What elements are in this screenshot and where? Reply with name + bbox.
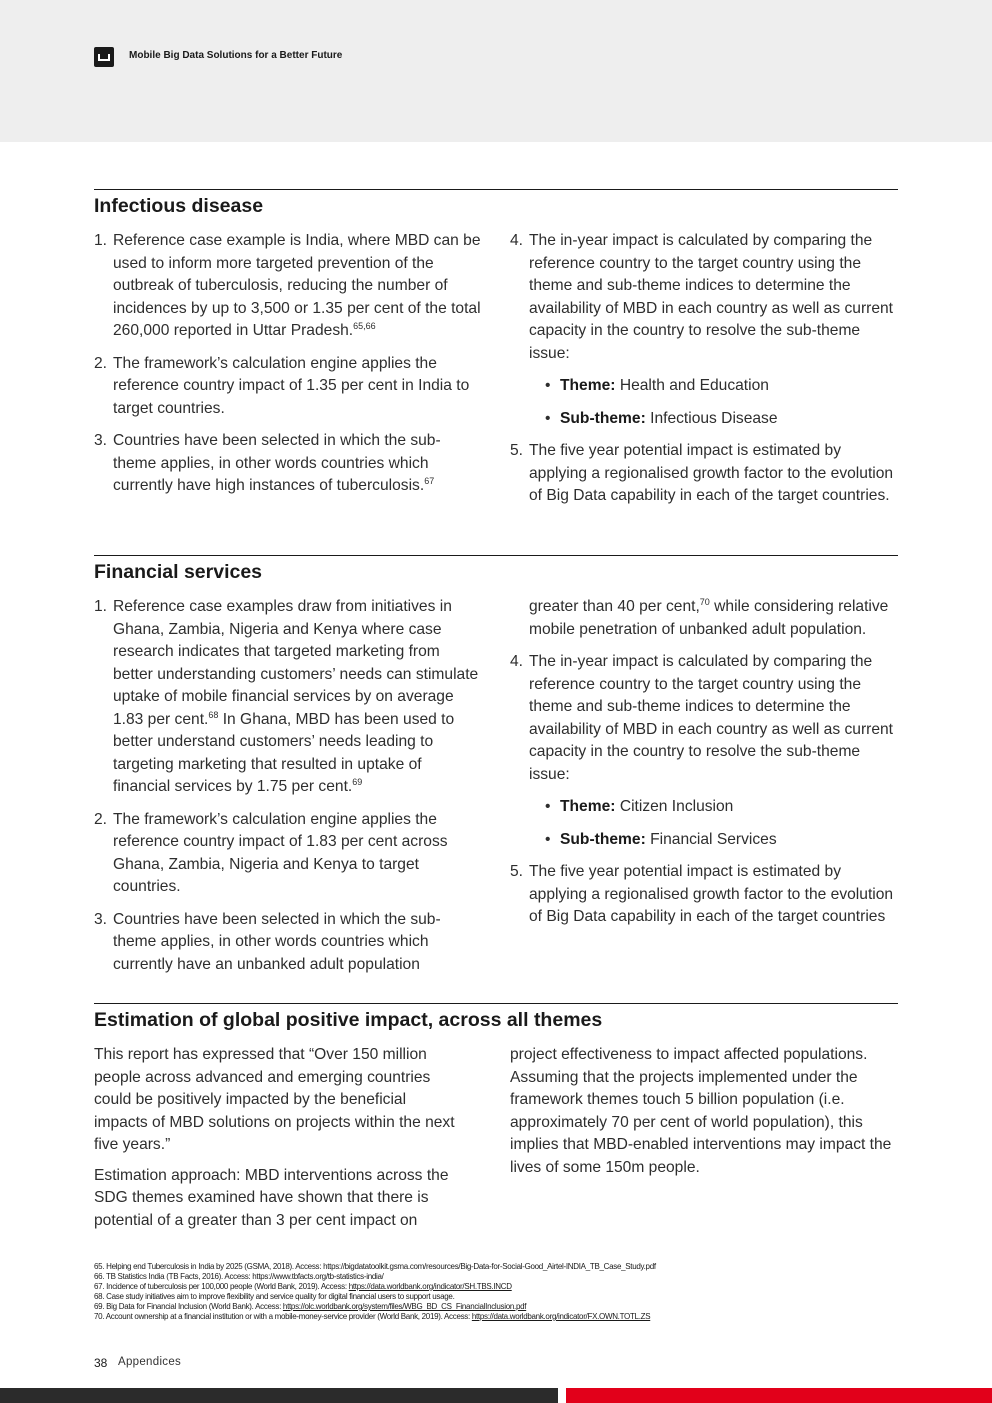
left-column <box>94 230 482 508</box>
list-item: 5. The five year potential impact is estimated by applying a regionalised growth factor to the evolution of Big Data capability in each of the target countries. <box>510 442 894 504</box>
footnote-66: 66. TB Statistics India (TB Facts, 2016). Access: https://www.tbfacts.org/tb-statistics-india/ <box>94 1272 384 1281</box>
list-item-continuation: greater than 40 per cent,$^{70}$ while considering relative mobile penetration of unbanked adult population. <box>529 597 889 638</box>
footnote-69: 69. Big Data for Financial Inclusion (World Bank). Access: https://olc.worldbank.org/system/files/WBG_BD_CS_FinancialInclusion.pdf <box>94 1302 527 1311</box>
paragraph: Estimation approach: MBD interventions across the SDG themes examined have shown that there is potential of a greater than 3 per cent impact on <box>94 1166 449 1229</box>
bullet-item: • Sub-theme: Infectious Disease <box>529 408 898 431</box>
section-title: Infectious disease <box>94 195 264 217</box>
section-global-impact <box>94 1003 898 1234</box>
section-financial-services <box>94 555 898 986</box>
footnote-68: 68. Case study initiatives aim to improve flexibility and service quality for digital financial users to support usage. <box>94 1292 455 1301</box>
bullet-item: • Theme: Citizen Inclusion <box>529 796 898 819</box>
section-title: Estimation of global positive impact, across all themes <box>94 1009 603 1031</box>
footnotes <box>94 1262 898 1322</box>
footnote-link[interactable]: https://olc.worldbank.org/system/files/WBG_BD_CS_FinancialInclusion.pdf <box>282 1302 527 1311</box>
paragraph: project effectiveness to impact affected populations. Assuming that the projects implemented under the framework themes touch 5 billion population (i.e. approximately 70 per cent of world population), this implies that MBD-enabled interventions may impact the lives of some 150m people. <box>510 1046 892 1176</box>
page-header <box>0 0 992 142</box>
list-item: 3. Countries have been selected in which the sub-theme applies, in other words countries which currently have high instances of tuberculosis.$^{67}$ <box>94 432 441 494</box>
paragraph: This report has expressed that “Over 150 million people across advanced and emerging countries could be positively impacted by the beneficial impacts of MBD solutions on projects within the next five years.” <box>94 1046 455 1153</box>
list-item: 5. The five year potential impact is estimated by applying a regionalised growth factor to the evolution of Big Data capability in each of the target countries <box>510 863 894 925</box>
left-column <box>94 596 482 986</box>
footnote-link[interactable]: https://data.worldbank.org/indicator/FX.OWN.TOTL.ZS <box>471 1312 651 1321</box>
section-title: Financial services <box>94 561 263 583</box>
document-logo-icon <box>94 47 114 67</box>
page-number: 38 <box>94 1356 108 1370</box>
footer-bar-dark <box>0 1388 558 1403</box>
list-item: 2. The framework’s calculation engine applies the reference country impact of 1.83 per cent across Ghana, Zambia, Nigeria and Kenya to target countries. <box>94 810 448 895</box>
list-item: 4. The in-year impact is calculated by comparing the reference country to the target country using the theme and sub-theme indices to determine the availability of MBD in each country as well as current capacity in the country to resolve the sub-theme issue: • Theme: Health and Education • Sub-theme: Infectious Disease <box>510 230 898 430</box>
section-infectious-disease <box>94 189 898 540</box>
bullet-item: • Theme: Health and Education <box>529 375 898 398</box>
header-title: Mobile Big Data Solutions for a Better Future <box>129 50 343 61</box>
page-section-label: Appendices <box>118 1356 182 1368</box>
footnote-67: 67. Incidence of tuberculosis per 100,000 people (World Bank, 2019). Access: https://data.worldbank.org/indicator/SH.TBS.INCD <box>94 1282 512 1291</box>
footnote-70: 70. Account ownership at a financial institution or with a mobile-money-service provider (World Bank, 2019). Access: https://data.worldbank.org/indicator/FX.OWN.TOTL.ZS <box>94 1312 651 1321</box>
list-item: 4. The in-year impact is calculated by comparing the reference country to the target country using the theme and sub-theme indices to determine the availability of MBD in each country as well as current capacity in the country to resolve the sub-theme issue: • Theme: Citizen Inclusion • Sub-theme: Financial Services <box>510 651 898 851</box>
footer-bar-red <box>566 1388 992 1403</box>
list-item: 1. Reference case example is India, where MBD can be used to inform more targeted prevention of the outbreak of tuberculosis, reducing the number of incidences by up to 3,500 or 1.35 per cent of the total 260,000 reported in Uttar Pradesh.$^{65,66}$ <box>94 232 481 339</box>
list-item: 2. The framework’s calculation engine applies the reference country impact of 1.35 per cent in India to target countries. <box>94 354 470 417</box>
bullet-item: • Sub-theme: Financial Services <box>529 829 898 852</box>
list-item: 1. Reference case examples draw from initiatives in Ghana, Zambia, Nigeria and Kenya where case research indicates that targeted marketing from better understanding customers’ needs can stimulate uptake of mobile financial services by on average 1.83 per cent.$^{68}$ In Ghana, MBD has been used to better understand customers’ needs leading to targeting marketing that resulted in uptake of financial services by 1.75 per cent.$^{69}$ <box>94 598 479 795</box>
left-column <box>94 1044 464 1240</box>
footnote-link[interactable]: https://data.worldbank.org/indicator/SH.TBS.INCD <box>348 1282 512 1291</box>
right-column <box>510 596 898 939</box>
right-column <box>510 1044 898 1187</box>
right-column <box>510 230 898 518</box>
list-item: 3. Countries have been selected in which the sub-theme applies, in other words countries which currently have an unbanked adult population <box>94 910 441 973</box>
footnote-65: 65. Helping end Tuberculosis in India by 2025 (GSMA, 2018). Access: https://bigdatatoolkit.gsma.com/resources/Big-Data-for-Social-Good_Airtel-INDIA_TB_Case_Study.pdf <box>94 1262 656 1271</box>
